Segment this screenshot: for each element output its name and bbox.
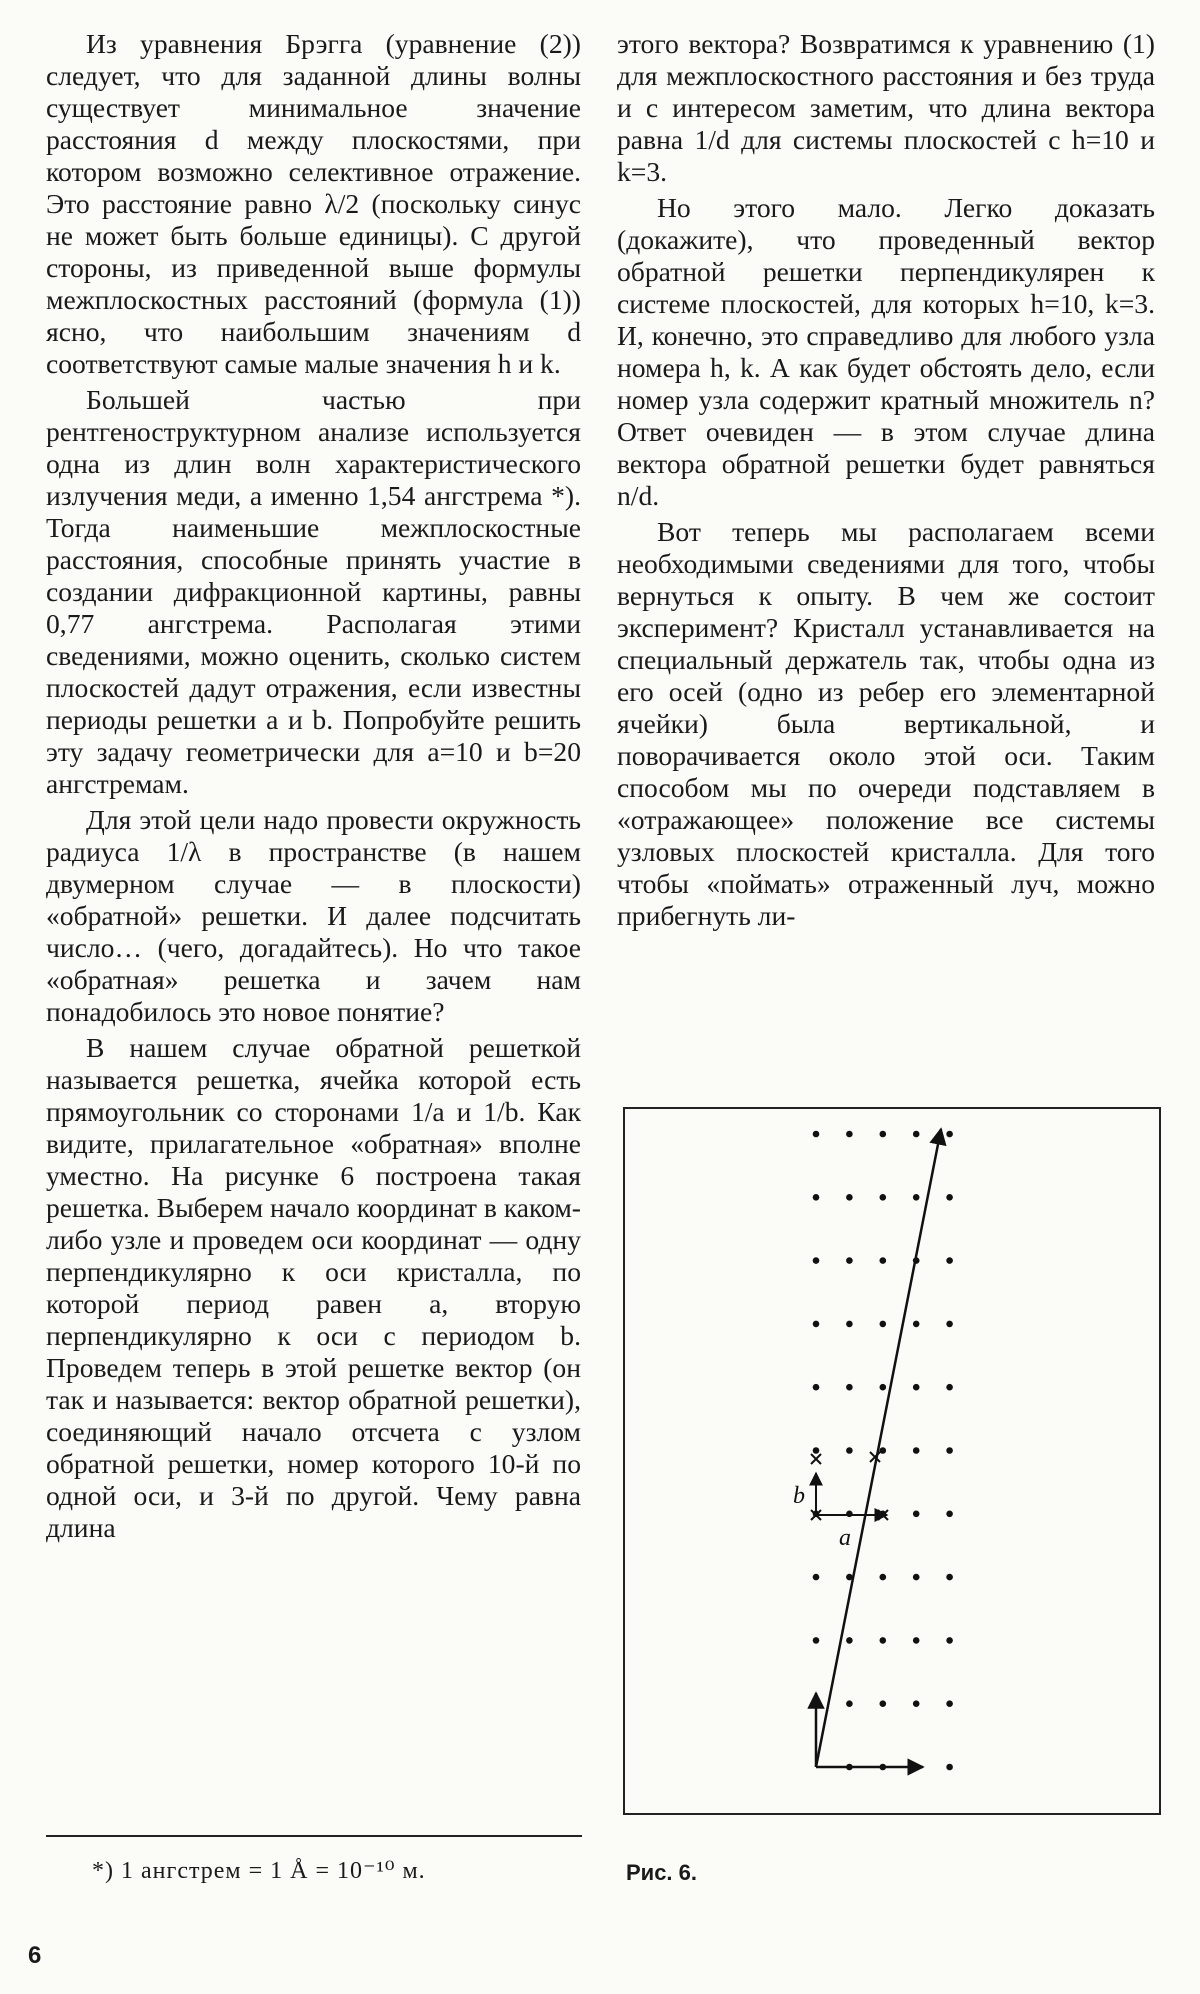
lattice-node <box>913 1131 920 1138</box>
lattice-node <box>880 1700 887 1707</box>
lattice-node <box>913 1700 920 1707</box>
lattice-node <box>913 1511 920 1518</box>
paragraph: этого вектора? Возвратимся к уравнению (1) для межплоскостного расстояния и без труда и с интересом заметим, что длина вектора равна 1/d для системы плоскостей с h=10 и k=3. <box>617 28 1155 187</box>
lattice-node <box>946 1447 953 1454</box>
lattice-node <box>946 1257 953 1264</box>
paragraph: Но этого мало. Легко доказать (докажите), что проведенный вектор обратной решетки перпендикулярен к системе плоскостей, для которых h=10, k=3. И, конечно, это справедливо для любого узла номера h, k. А как будет обстоять дело, если номер узла содержит кратный множитель n? Ответ очевиден — в этом случае длина вектора обратной решетки будет равняться n/d. <box>617 192 1155 511</box>
lattice-node <box>946 1321 953 1328</box>
lattice-node <box>813 1637 820 1644</box>
lattice-node <box>813 1384 820 1391</box>
reciprocal-lattice-diagram <box>625 1109 1163 1817</box>
lattice-node <box>946 1637 953 1644</box>
lattice-node <box>913 1194 920 1201</box>
lattice-node <box>880 1637 887 1644</box>
lattice-node <box>813 1194 820 1201</box>
lattice-node <box>946 1700 953 1707</box>
paragraph: Из уравнения Брэгга (уравнение (2)) следует, что для заданной длины волны существует минимальное значение расстояния d между плоскостями, при котором возможно селективное отражение. Это расстояние равно λ/2 (поскольку синус не может быть больше единицы). С другой стороны, из приведенной выше формулы межплоскостных расстояний (формула (1)) ясно, что наибольшим значениям d соответствуют самые малые значения h и k. <box>46 28 581 379</box>
lattice-node <box>846 1194 853 1201</box>
paragraph: В нашем случае обратной решеткой называется решетка, ячейка которой есть прямоугольник со сторонами 1/a и 1/b. Как видите, прилагательное «обратная» вполне уместно. На рисунке 6 построена такая решетка. Выберем начало координат в каком-либо узле и проведем оси координат — одну перпендикулярно к оси кристалла, по которой период равен a, вторую перпендикулярно к оси с периодом b. Проведем теперь в этой решетке вектор (он так и называется: вектор обратной решетки), соединяющий начало отсчета с узлом обратной решетки, номер которого 10-й по одной оси, и 3-й по другой. Чему равна длина <box>46 1032 581 1543</box>
paragraph: Для этой цели надо провести окружность радиуса 1/λ в пространстве (в нашем двумерном случае — в плоскости) «обратной» решетки. И далее подсчитать число… (чего, догадайтесь). Но что такое «обратная» решетка и зачем нам понадобилось это новое понятие? <box>46 804 581 1027</box>
lattice-node <box>880 1321 887 1328</box>
lattice-node <box>913 1321 920 1328</box>
lattice-node <box>913 1384 920 1391</box>
lattice-node <box>813 1574 820 1581</box>
lattice-node <box>813 1447 820 1454</box>
lattice-node <box>913 1637 920 1644</box>
lattice-node <box>946 1384 953 1391</box>
lattice-node <box>846 1384 853 1391</box>
paragraph: Большей частью при рентгеноструктурном анализе используется одна из длин волн характеристического излучения меди, а именно 1,54 ангстрема *). Тогда наименьшие межплоскостные расстояния, способные принять участие в создании дифракционной картины, равны 0,77 ангстрема. Располагая этими сведениями, можно оценить, сколько систем плоскостей дадут отражения, если известны периоды решетки a и b. Попробуйте решить эту задачу геометрически для a=10 и b=20 ангстремам. <box>46 384 581 799</box>
lattice-node <box>913 1447 920 1454</box>
footnote-divider <box>46 1835 582 1837</box>
paragraph: Вот теперь мы располагаем всеми необходимыми сведениями для того, чтобы вернуться к опыту. В чем же состоит эксперимент? Кристалл устанавливается на специальный держатель так, чтобы одна из его осей (одно из ребер его элементарной ячейки) была вертикальной, и поворачивается около этой оси. Таким способом мы по очереди подставляем в «отражающее» положение все системы узловых плоскостей кристалла. Для того чтобы «поймать» отраженный луч, можно прибегнуть ли- <box>617 516 1155 931</box>
cross-mark <box>811 1454 821 1464</box>
lattice-node <box>813 1321 820 1328</box>
lattice-node <box>846 1700 853 1707</box>
right-text-column <box>617 28 1155 932</box>
page-number: 6 <box>28 1942 42 1969</box>
label-b: b <box>793 1483 805 1509</box>
lattice-node <box>846 1131 853 1138</box>
lattice-node <box>913 1574 920 1581</box>
lattice-node <box>813 1131 820 1138</box>
lattice-node <box>880 1257 887 1264</box>
lattice-node <box>846 1511 853 1518</box>
left-text-column <box>46 28 581 1544</box>
lattice-node <box>846 1257 853 1264</box>
lattice-node <box>946 1764 953 1771</box>
footnote: *) 1 ангстрем = 1 Å = 10⁻¹⁰ м. <box>92 1858 426 1884</box>
lattice-node <box>880 1574 887 1581</box>
reciprocal-vector <box>816 1129 941 1767</box>
lattice-node <box>880 1194 887 1201</box>
lattice-node <box>946 1131 953 1138</box>
lattice-node <box>846 1447 853 1454</box>
lattice-node <box>813 1257 820 1264</box>
figure-6-frame <box>623 1107 1161 1815</box>
lattice-node <box>880 1384 887 1391</box>
figure-caption: Рис. 6. <box>626 1860 698 1885</box>
lattice-node <box>946 1574 953 1581</box>
lattice-node <box>846 1321 853 1328</box>
lattice-node <box>946 1511 953 1518</box>
lattice-node <box>846 1637 853 1644</box>
label-a: a <box>839 1525 851 1551</box>
lattice-node <box>880 1131 887 1138</box>
lattice-node <box>946 1194 953 1201</box>
